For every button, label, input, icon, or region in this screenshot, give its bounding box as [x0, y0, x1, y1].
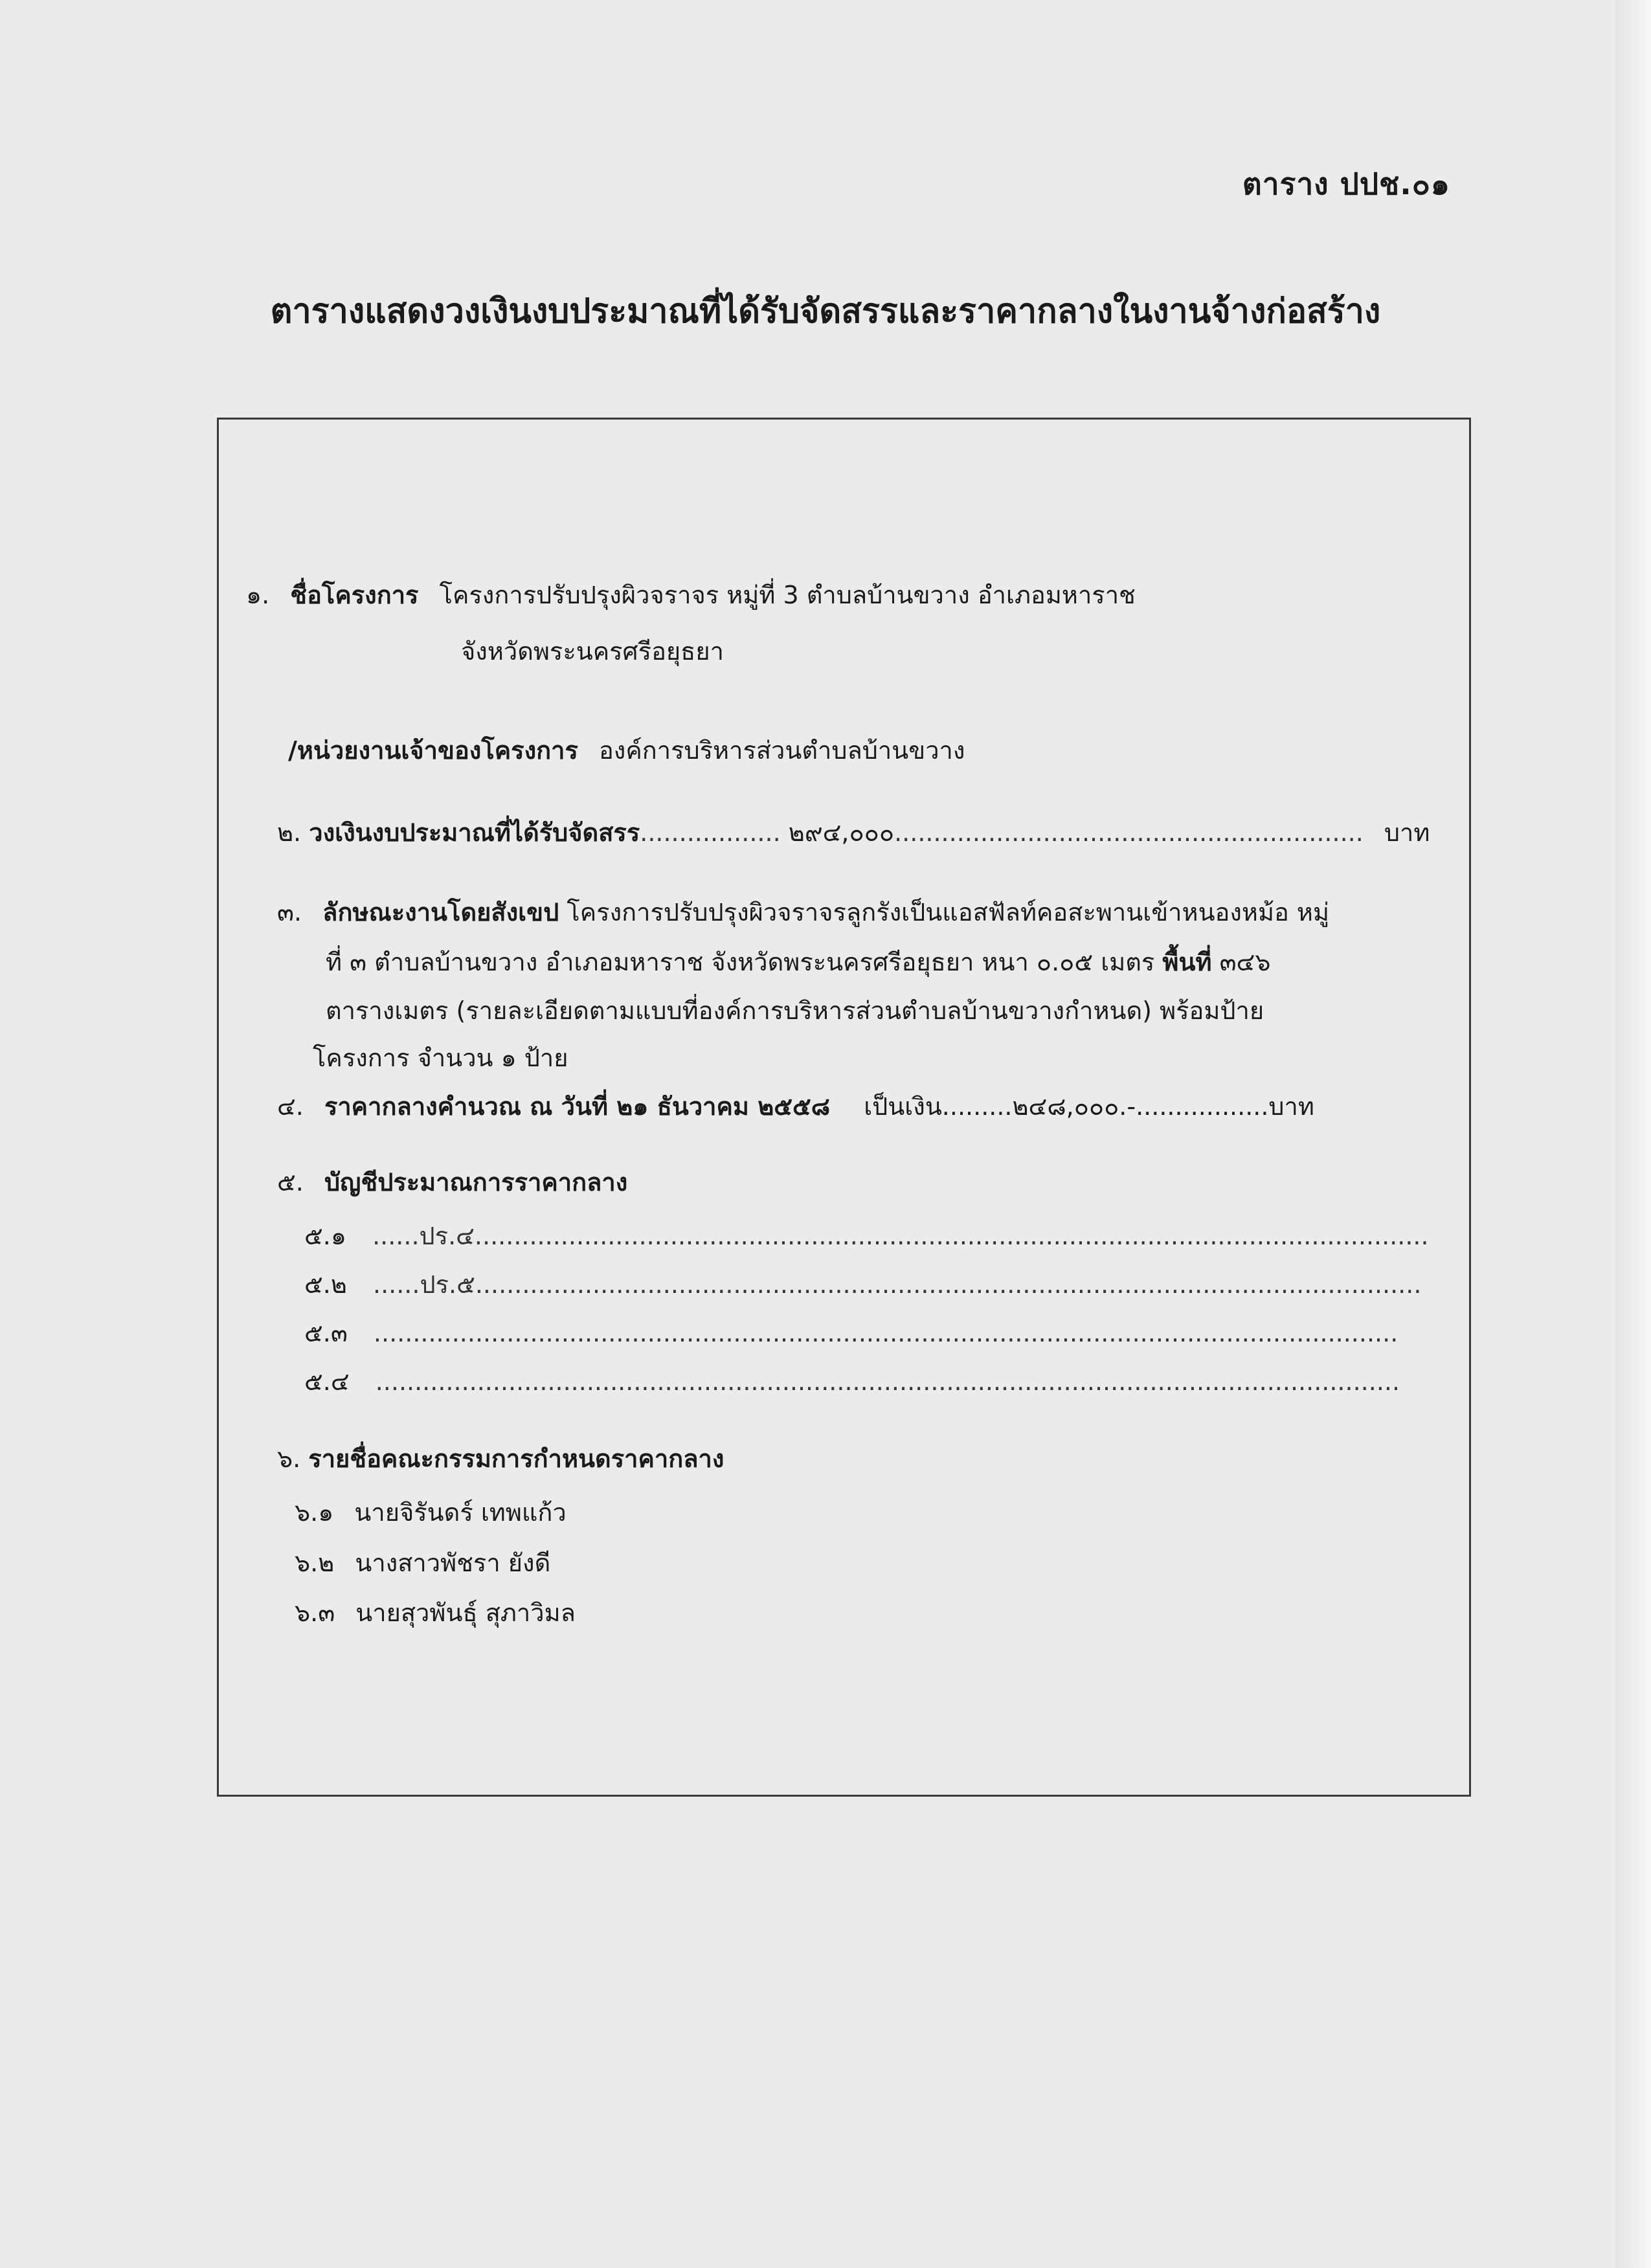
- form-code: ตาราง ปปช.๐๑: [1242, 166, 1450, 201]
- item2-dots-a: ..................: [640, 818, 781, 847]
- item6-member2-number: ๖.๒: [295, 1549, 335, 1577]
- item3-number: ๓.: [277, 898, 302, 926]
- item3-line3: ตารางเมตร (รายละเอียดตามแบบที่องค์การบริหารส่วนตำบลบ้านขวางกำหนด) พร้อมป้าย: [326, 996, 1264, 1025]
- item5-sub2-number: ๕.๒: [304, 1270, 347, 1299]
- item1-line1: [246, 575, 1136, 614]
- item1-value-line1: โครงการปรับปรุงผิวจราจร หมู่ที่ 3 ตำบลบ้านขวาง อำเภอมหาราช: [439, 581, 1136, 609]
- item6-member1-name: นายจิรันดร์ เทพแก้ว: [354, 1498, 567, 1527]
- item5-number: ๕.: [277, 1168, 304, 1196]
- item3-text-line1: โครงการปรับปรุงผิวจราจรลูกรังเป็นแอสฟัลท์คอสะพานเข้าหนองหม้อ หมู่: [567, 898, 1330, 926]
- item3-line1: [277, 892, 1329, 932]
- item1-value-line2: จังหวัดพระนครศรีอยุธยา: [461, 637, 724, 666]
- item5-sub4-dots: ...................................................................................................................................: [375, 1367, 1400, 1396]
- item5-sub1-text: ......ปร.๔: [372, 1222, 475, 1250]
- item5-sub4: [304, 1362, 1400, 1401]
- item2-dots-b: ............................................................: [894, 818, 1364, 847]
- item1-number: ๑.: [246, 581, 270, 609]
- item6-label: รายชื่อคณะกรรมการกำหนดราคากลาง: [308, 1444, 724, 1473]
- owner-value: องค์การบริหารส่วนตำบลบ้านขวาง: [598, 736, 965, 765]
- item5-sub2-text: ......ปร.๕: [372, 1270, 475, 1299]
- item5-sub1: [304, 1216, 1429, 1255]
- item2-amount: ๒๙๔,๐๐๐: [788, 818, 895, 847]
- item2-unit: บาท: [1384, 818, 1430, 847]
- item5-label: บัญชีประมาณการราคากลาง: [324, 1168, 628, 1196]
- item5-sub4-number: ๕.๔: [304, 1367, 350, 1396]
- item2-label: วงเงินงบประมาณที่ได้รับจัดสรร: [309, 818, 640, 847]
- item1-label: ชื่อโครงการ: [290, 581, 419, 609]
- item3-text-line2b: ๓๔๖: [1211, 948, 1271, 976]
- item6-member3-name: นายสุวพันธุ์ สุภาวิมล: [355, 1599, 576, 1627]
- item2-number: ๒.: [277, 818, 302, 847]
- item3-label: ลักษณะงานโดยสังเขป: [322, 898, 559, 926]
- item5-sub2: [304, 1264, 1421, 1304]
- owner-label: /หน่วยงานเจ้าของโครงการ: [288, 736, 578, 765]
- item3-line4: โครงการ จำนวน ๑ ป้าย: [313, 1044, 568, 1072]
- item6-member2-name: นางสาวพัชรา ยังดี: [355, 1549, 551, 1577]
- item6-member1-number: ๖.๑: [295, 1498, 334, 1527]
- item6-member3: [295, 1593, 576, 1632]
- item6-heading: [277, 1439, 724, 1478]
- item5-sub3: [304, 1313, 1398, 1353]
- item5-sub1-number: ๕.๑: [304, 1222, 346, 1250]
- item3-line2: [326, 942, 1270, 982]
- document-title: ตารางแสดงวงเงินงบประมาณที่ได้รับจัดสรรและราคากลางในงานจ้างก่อสร้าง: [270, 292, 1381, 331]
- owner-line: [288, 730, 965, 770]
- item5-sub3-number: ๕.๓: [304, 1319, 348, 1347]
- item2-line: [277, 813, 1430, 852]
- item6-number: ๖.: [277, 1444, 301, 1473]
- item6-member2: [295, 1543, 550, 1582]
- item4-number: ๔.: [277, 1092, 304, 1121]
- item4-line: [277, 1086, 1314, 1126]
- item5-sub3-dots: ...................................................................................................................................: [373, 1319, 1398, 1347]
- item3-text-line2a: ที่ ๓ ตำบลบ้านขวาง อำเภอมหาราช จังหวัดพระนครศรีอยุธยา หนา ๐.๐๕ เมตร: [326, 948, 1163, 976]
- item5-heading: [277, 1162, 627, 1202]
- item6-member1: [295, 1492, 567, 1532]
- item3-text-line2-bold: พื้นที่: [1162, 948, 1212, 976]
- item4-amount: เป็นเงิน.........๒๔๘,๐๐๐.-.................บาท: [864, 1092, 1314, 1121]
- item4-label: ราคากลางคำนวณ ณ วันที่ ๒๑ ธันวาคม ๒๕๕๘: [324, 1092, 831, 1121]
- item5-sub1-dots: ..........................................................................................................................: [474, 1222, 1429, 1250]
- page-edge-shadow: [1615, 0, 1651, 2268]
- item5-sub2-dots: .........................................................................................................................: [475, 1270, 1422, 1299]
- item6-member3-number: ๖.๓: [295, 1599, 335, 1627]
